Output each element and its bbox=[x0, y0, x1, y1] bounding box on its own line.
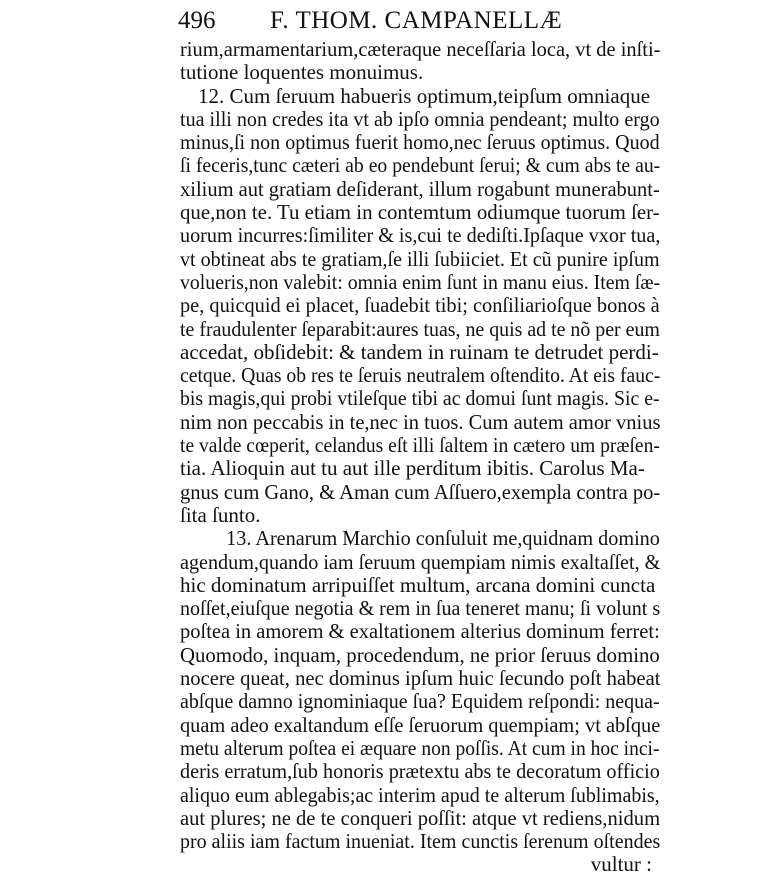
text-line: poſtea in amorem & exaltationem alterius dominum ferret: bbox=[180, 619, 660, 644]
text-line: minus,ſi non optimus fuerit homo,nec ſeruus optimus. Quod bbox=[180, 130, 660, 155]
text-line: vt obtineat abs te gratiam,ſe illi ſubiiciet. Et cũ punire ipſum bbox=[180, 246, 660, 271]
text-line: xilium aut gratiam deſiderant, illum rogabunt munerabunt- bbox=[180, 176, 660, 201]
text-line: metu alterum poſtea ei æquare non poſſis. At cum in hoc inci- bbox=[180, 735, 660, 760]
text-line: uorum incurres:ſimiliter & is,cui te dediſti.Ipſaque vxor tua, bbox=[180, 223, 661, 248]
text-line: gnus cum Gano, & Aman cum Aſſuero,exempla contra po- bbox=[180, 479, 661, 504]
text-line: abſque damno ignominiaque ſua? Equidem reſpondi: nequa- bbox=[180, 689, 660, 714]
running-title: F. THOM. CAMPANELLÆ bbox=[270, 7, 563, 34]
paragraph-12-start: 12. Cum ſeruum habueris optimum,teipſum omniaque bbox=[198, 83, 651, 108]
text-line: deris erratum,ſub honoris prætextu abs te decoratum officio bbox=[180, 759, 660, 784]
text-line: agendum,quando iam ſeruum quempiam nimis exaltaſſet, & bbox=[180, 549, 661, 574]
text-line: pro aliis iam factum inueniat. Item cunctis ſerenum oſtendes bbox=[180, 829, 661, 854]
text-line: aut plures; ne de te conqueri poſſit: atque vt rediens,nidum bbox=[180, 805, 661, 830]
text-line: ſita ſunto. bbox=[180, 502, 261, 527]
text-line: nim non peccabis in te,nec in tuos. Cum autem amor vnius bbox=[180, 409, 661, 434]
text-line: noſſet,eiuſque negotia & rem in ſua teneret manu; ſi volunt s bbox=[180, 596, 661, 621]
catchword: vultur : bbox=[590, 852, 652, 877]
text-line: ſi feceris,tunc cæteri ab eo pendebunt ſerui; & cum abs te au- bbox=[180, 153, 661, 178]
text-line: te fraudulenter ſeparabit:aures tuas, ne quis ad te nõ per eum bbox=[180, 316, 660, 341]
text-line: volueris,non valebit: omnia enim ſunt in manu eius. Item ſæ- bbox=[180, 269, 661, 294]
text-line: que,non te. Tu etiam in contemtum odiumque tuorum ſer- bbox=[180, 200, 660, 225]
text-line: Quomodo, inquam, procedendum, ne prior ſeruus domino bbox=[180, 642, 660, 667]
text-line: te valde cœperit, celandus eſt illi ſaltem in cætero um præſen- bbox=[180, 433, 660, 458]
text-line: quam adeo exaltandum eſſe ſeruorum quempiam; vt abſque bbox=[180, 712, 661, 737]
text-line: cetque. Quas ob res te ſeruis neutralem oſtendito. At eis fauc- bbox=[180, 363, 661, 388]
text-line: nocere queat, nec dominus ipſum huic ſecundo poſt habeat bbox=[180, 666, 661, 691]
text-line: accedat, obſidebit: & tandem in ruinam te detrudet perdi- bbox=[180, 339, 659, 364]
text-line: hic dominatum arripuiſſet multum, arcana domini cuncta bbox=[180, 572, 656, 597]
page-header bbox=[178, 6, 648, 36]
page-number: 496 bbox=[178, 7, 216, 34]
paragraph-13-start: 13. Arenarum Marchio conſuluit me,quidnam domino bbox=[226, 526, 660, 551]
text-line: tutione loquentes monuimus. bbox=[180, 60, 424, 85]
text-line: tua illi non credes ita vt ab ipſo omnia pendeant; multo ergo bbox=[180, 106, 660, 131]
text-line: bis magis,qui probi vtileſque tibi ac domui ſunt magis. Sic e- bbox=[180, 386, 660, 411]
text-line: rium,armamentarium,cæteraque neceſſaria loca, vt de inſti- bbox=[180, 37, 661, 61]
text-line: pe, quicquid ei placet, ſuadebit tibi; conſiliarioſque bonos à bbox=[180, 293, 660, 318]
text-line: aliquo eum ablegabis;ac interim apud te alterum ſublimabis, bbox=[180, 782, 660, 807]
text-line: tia. Alioquin aut tu aut ille perditum ibitis. Carolus Ma- bbox=[180, 456, 645, 481]
body-text bbox=[180, 38, 660, 877]
